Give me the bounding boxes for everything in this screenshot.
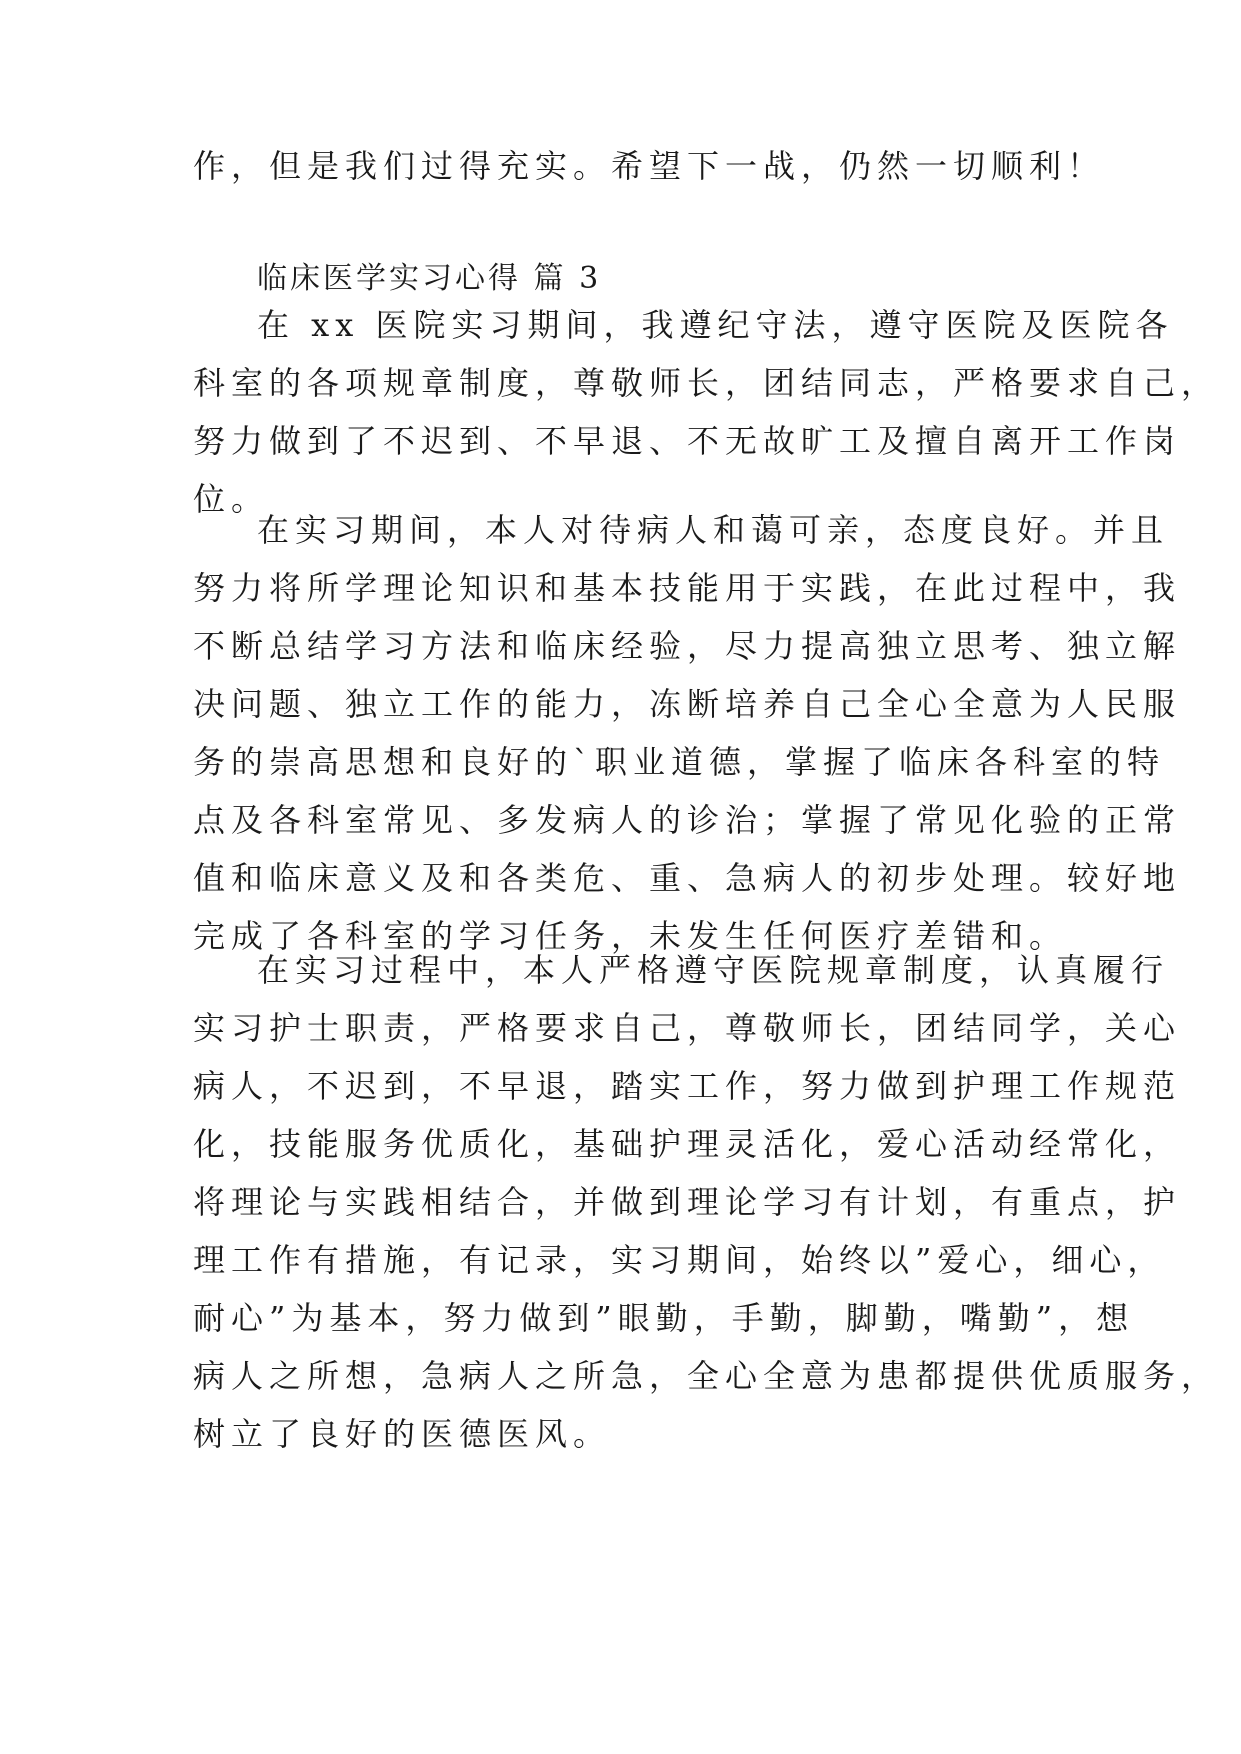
paragraph-line: 努力做到了不迟到、不早退、不无故旷工及擅自离开工作岗: [193, 422, 1182, 460]
paragraph-line: 在实习过程中，本人严格遵守医院规章制度，认真履行: [257, 951, 1170, 989]
continuation-text: [193, 137, 1106, 195]
paragraph-3: [193, 941, 1220, 1463]
paragraph-line: 耐心”为基本，努力做到”眼勤，手勤，脚勤，嘴勤”，想: [193, 1299, 1135, 1337]
paragraph-line: 将理论与实践相结合，并做到理论学习有计划，有重点，护: [193, 1183, 1182, 1221]
paragraph-line: 病人，不迟到，不早退，踏实工作，努力做到护理工作规范: [193, 1067, 1182, 1105]
paragraph-line: 在实习期间，本人对待病人和蔼可亲，态度良好。并且: [257, 511, 1170, 549]
paragraph-line: 完成了各科室的学习任务，未发生任何医疗差错和。: [193, 917, 1068, 955]
paragraph-line: 值和临床意义及和各类危、重、急病人的初步处理。较好地: [193, 859, 1182, 897]
paragraph-line: 务的崇高思想和良好的`职业道德，掌握了临床各科室的特: [193, 743, 1166, 781]
paragraph-line: 理工作有措施，有记录，实习期间，始终以”爱心，细心，: [193, 1241, 1166, 1279]
paragraph-2: [193, 501, 1182, 965]
paragraph-line: 实习护士职责，严格要求自己，尊敬师长，团结同学，关心: [193, 1009, 1182, 1047]
paragraph-line: 化，技能服务优质化，基础护理灵活化，爱心活动经常化，: [193, 1125, 1182, 1163]
paragraph-line: 决问题、独立工作的能力，冻断培养自己全心全意为人民服: [193, 685, 1182, 723]
paragraph-line: 树立了良好的医德医风。: [193, 1415, 612, 1453]
section-title: 临床医学实习心得 篇 3: [257, 261, 602, 296]
paragraph-1: [193, 296, 1220, 528]
paragraph-line: 位。: [193, 480, 270, 518]
continuation-line: 作，但是我们过得充实。希望下一战，仍然一切顺利！: [193, 147, 1106, 185]
paragraph-line: 病人之所想，急病人之所急，全心全意为患都提供优质服务，: [193, 1357, 1220, 1395]
paragraph-line: 在 xx 医院实习期间，我遵纪守法，遵守医院及医院各: [257, 306, 1174, 344]
paragraph-line: 不断总结学习方法和临床经验，尽力提高独立思考、独立解: [193, 627, 1182, 665]
paragraph-line: 科室的各项规章制度，尊敬师长，团结同志，严格要求自己，: [193, 364, 1220, 402]
paragraph-line: 点及各科室常见、多发病人的诊治；掌握了常见化验的正常: [193, 801, 1182, 839]
paragraph-line: 努力将所学理论知识和基本技能用于实践，在此过程中，我: [193, 569, 1182, 607]
